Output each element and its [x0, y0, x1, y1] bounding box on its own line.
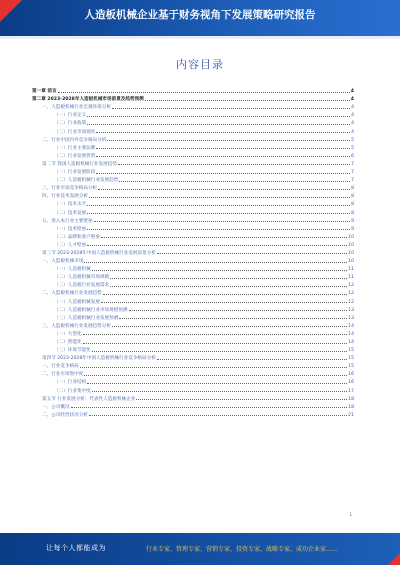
- toc-entry-page: 12: [348, 299, 354, 305]
- toc-leader-dots: [145, 99, 350, 101]
- toc-entry-page: 15: [348, 348, 354, 354]
- toc-entry[interactable]: [32, 272, 354, 280]
- toc-leader-dots: [83, 342, 348, 344]
- toc-entry-text: 第一章 前言: [32, 89, 57, 95]
- toc-leader-dots: [87, 244, 347, 246]
- toc-entry[interactable]: [32, 402, 354, 410]
- toc-entry-page: 9: [351, 218, 354, 224]
- toc-entry-text: 三、行业市场竞争格局分析: [42, 186, 98, 192]
- toc-leader-dots: [83, 333, 348, 335]
- toc-leader-dots: [87, 382, 347, 384]
- toc-entry[interactable]: [32, 288, 354, 296]
- table-of-contents: [32, 86, 354, 418]
- toc-entry-page: 4: [351, 105, 354, 111]
- toc-entry[interactable]: [32, 143, 354, 151]
- toc-entry[interactable]: [32, 175, 354, 183]
- toc-entry[interactable]: [32, 159, 354, 167]
- toc-entry-text: （一）行业主要品牌: [54, 145, 96, 151]
- toc-entry-text: （一）行业发展阶段: [54, 170, 96, 176]
- toc-leader-dots: [58, 91, 350, 93]
- toc-leader-dots: [84, 261, 347, 263]
- toc-leader-dots: [110, 285, 347, 287]
- toc-entry-page: 4: [351, 121, 354, 127]
- header-divider: [0, 36, 400, 39]
- toc-entry[interactable]: [32, 183, 354, 191]
- toc-entry[interactable]: [32, 329, 354, 337]
- toc-entry[interactable]: [32, 385, 354, 393]
- toc-leader-dots: [92, 269, 347, 271]
- toc-entry[interactable]: [32, 337, 354, 345]
- toc-entry[interactable]: [32, 110, 354, 118]
- toc-entry-text: （二）行业政策: [54, 121, 87, 127]
- page-number: 1: [349, 512, 352, 517]
- toc-entry-page: 15: [348, 364, 354, 370]
- toc-entry-text: （一）技术水平: [54, 202, 87, 208]
- toc-leader-dots: [87, 123, 350, 125]
- toc-entry-text: （三）人造板机械行业发展预测: [54, 315, 119, 321]
- toc-leader-dots: [92, 390, 347, 392]
- toc-leader-dots: [96, 147, 350, 149]
- footer-roles: 行业专家、管理专家、营销专家、投资专家、战略专家、成功企业家……: [146, 546, 339, 553]
- toc-entry-text: （二）智能化: [54, 340, 82, 345]
- toc-entry[interactable]: [32, 191, 354, 199]
- toc-entry-text: 第二章 2023-2028年人造板机械市场前景及趋势预测: [32, 97, 144, 103]
- toc-entry[interactable]: [32, 118, 354, 126]
- toc-entry[interactable]: [32, 86, 354, 94]
- toc-entry-page: 10: [348, 250, 354, 256]
- toc-leader-dots: [80, 366, 347, 368]
- corner-decoration: [388, 553, 400, 565]
- toc-entry-page: 21: [348, 412, 354, 418]
- toc-entry-text: （三）环保节能化: [54, 348, 91, 354]
- toc-entry-text: （二）人造板机械市场规模: [54, 275, 110, 281]
- toc-entry-text: （二）行业发展优势: [54, 153, 96, 159]
- toc-entry-text: （二）技术发展: [54, 210, 87, 216]
- toc-entry[interactable]: [32, 256, 354, 264]
- toc-entry-text: （二）人造板机械行业市场规模预测: [54, 307, 128, 313]
- toc-entry[interactable]: [32, 224, 354, 232]
- toc-entry[interactable]: [32, 151, 354, 159]
- toc-leader-dots: [110, 277, 347, 279]
- toc-leader-dots: [112, 107, 350, 109]
- toc-entry-page: 10: [348, 259, 354, 265]
- toc-entry-page: 6: [351, 153, 354, 159]
- toc-entry-text: 一、人造板机械行业宏观环境分析: [42, 105, 111, 111]
- toc-entry-text: （一）大型化: [54, 331, 82, 337]
- toc-leader-dots: [119, 317, 347, 319]
- toc-entry[interactable]: [32, 394, 354, 402]
- toc-entry-text: （二）品牌和客户壁垒: [54, 234, 100, 240]
- toc-entry-text: 二、行业中国内外竞争格局分析: [42, 137, 107, 143]
- toc-entry-page: 4: [351, 113, 354, 119]
- toc-leader-dots: [96, 155, 350, 157]
- toc-entry-text: （一）行业结构: [54, 380, 87, 386]
- toc-entry-page: 17: [348, 388, 354, 394]
- toc-entry-text: （三）人造板行业发展需求: [54, 283, 110, 289]
- toc-entry-page: 18: [348, 404, 354, 410]
- toc-entry-text: 五、进入本行业主要壁垒: [42, 218, 93, 224]
- toc-entry[interactable]: [32, 264, 354, 272]
- toc-leader-dots: [96, 131, 350, 133]
- toc-entry-page: 12: [348, 283, 354, 289]
- toc-leader-dots: [98, 188, 350, 190]
- toc-leader-dots: [89, 414, 347, 416]
- toc-entry[interactable]: [32, 296, 354, 304]
- toc-entry-page: 18: [348, 396, 354, 402]
- toc-entry-text: （二）人造板机械行业发展趋势: [54, 178, 119, 184]
- header-banner: [0, 0, 400, 36]
- toc-entry-page: 11: [348, 275, 354, 281]
- toc-entry-text: （一）人造板机械发展: [54, 299, 100, 305]
- toc-entry-text: 三、人造板机械行业发展趋势分析: [42, 323, 111, 329]
- toc-entry-text: （二）行业集中度: [54, 388, 91, 394]
- toc-entry-page: 12: [348, 291, 354, 297]
- toc-leader-dots: [71, 406, 348, 408]
- toc-entry-page: 14: [348, 340, 354, 345]
- toc-entry-text: 一、人造板机械市场: [42, 259, 84, 265]
- toc-entry[interactable]: [32, 410, 354, 418]
- toc-entry[interactable]: [32, 207, 354, 215]
- toc-entry-page: 7: [351, 161, 354, 167]
- toc-entry-page: 4: [350, 89, 354, 95]
- toc-leader-dots: [84, 374, 347, 376]
- toc-leader-dots: [87, 204, 350, 206]
- toc-entry[interactable]: [32, 353, 354, 361]
- toc-entry-text: 第三节 2023-2028年中国人造板机械行业发展前景分析: [42, 250, 156, 256]
- toc-leader-dots: [92, 350, 347, 352]
- toc-entry[interactable]: [32, 345, 354, 353]
- toc-entry[interactable]: [32, 199, 354, 207]
- footer-banner: [0, 533, 400, 565]
- toc-entry-text: 二、行业市场集中度: [42, 372, 84, 378]
- toc-leader-dots: [136, 398, 347, 400]
- toc-leader-dots: [129, 309, 348, 311]
- toc-entry[interactable]: [32, 167, 354, 175]
- toc-entry[interactable]: [32, 102, 354, 110]
- toc-entry[interactable]: [32, 377, 354, 385]
- toc-leader-dots: [157, 358, 347, 360]
- toc-entry-text: 一、公司概况: [42, 404, 70, 410]
- toc-entry-text: 第五节 行业发展分析：代表性人造板机械企业: [42, 396, 136, 402]
- toc-entry[interactable]: [32, 361, 354, 369]
- toc-entry[interactable]: [32, 313, 354, 321]
- toc-entry-page: 14: [348, 323, 354, 329]
- toc-entry-text: 二、人造板机械行业发展趋势: [42, 291, 102, 297]
- toc-entry-text: 一、行业竞争格局: [42, 364, 79, 370]
- toc-entry-page: 14: [348, 331, 354, 337]
- report-title: 人造板机械企业基于财务视角下发展策略研究报告: [84, 9, 316, 21]
- corner-decoration: [0, 0, 22, 22]
- toc-entry-page: 5: [351, 137, 354, 143]
- toc-entry[interactable]: [32, 240, 354, 248]
- toc-entry-page: 10: [348, 242, 354, 248]
- toc-title: 内容目录: [176, 58, 224, 71]
- toc-leader-dots: [112, 325, 347, 327]
- toc-entry-text: （一）技术壁垒: [54, 226, 87, 232]
- toc-leader-dots: [119, 180, 350, 182]
- toc-entry-page: 5: [351, 145, 354, 151]
- toc-entry-page: 16: [348, 372, 354, 378]
- toc-entry-page: 16: [348, 380, 354, 386]
- footer-slogan: 让每个人都能成为: [46, 544, 106, 552]
- toc-entry[interactable]: [32, 94, 354, 102]
- toc-entry[interactable]: [32, 280, 354, 288]
- toc-entry[interactable]: [32, 135, 354, 143]
- toc-leader-dots: [87, 115, 350, 117]
- toc-entry-text: 第四节 2023-2028年中国人造板机械行业竞争格局分析: [42, 356, 156, 362]
- toc-entry-page: 11: [348, 267, 354, 273]
- toc-entry[interactable]: [32, 321, 354, 329]
- toc-leader-dots: [157, 252, 347, 254]
- toc-leader-dots: [118, 163, 350, 165]
- toc-entry-page: 13: [348, 315, 354, 321]
- toc-leader-dots: [87, 228, 350, 230]
- toc-leader-dots: [94, 220, 351, 222]
- toc-entry-text: （一）人造板机械: [54, 267, 91, 273]
- toc-entry-text: 二、公司经营状况分析: [42, 412, 88, 418]
- toc-entry[interactable]: [32, 216, 354, 224]
- toc-entry-page: 9: [351, 226, 354, 232]
- toc-entry-page: 7: [351, 170, 354, 176]
- toc-entry-page: 7: [351, 178, 354, 184]
- toc-entry-page: 8: [351, 186, 354, 192]
- toc-leader-dots: [89, 196, 350, 198]
- toc-entry-page: 15: [348, 356, 354, 362]
- toc-entry-page: 4: [351, 129, 354, 135]
- toc-entry-page: 4: [350, 97, 354, 103]
- toc-entry[interactable]: [32, 369, 354, 377]
- toc-entry[interactable]: [32, 126, 354, 134]
- toc-entry-page: 13: [348, 307, 354, 313]
- toc-entry-text: 第二节 我国人造板机械行业发展趋势: [42, 161, 117, 167]
- toc-entry[interactable]: [32, 248, 354, 256]
- toc-entry-text: （三）人才壁垒: [54, 242, 87, 248]
- toc-entry[interactable]: [32, 232, 354, 240]
- toc-leader-dots: [101, 236, 347, 238]
- toc-leader-dots: [107, 139, 350, 141]
- toc-entry-page: 8: [351, 202, 354, 208]
- toc-entry-page: 8: [351, 194, 354, 200]
- toc-leader-dots: [87, 212, 350, 214]
- toc-entry[interactable]: [32, 305, 354, 313]
- toc-entry-text: （三）行业市场现状: [54, 129, 96, 135]
- toc-entry-text: 四、行业技术发展分析: [42, 194, 88, 200]
- toc-leader-dots: [101, 301, 347, 303]
- toc-entry-page: 8: [351, 210, 354, 216]
- toc-leader-dots: [96, 172, 350, 174]
- toc-leader-dots: [103, 293, 347, 295]
- toc-entry-text: （一）行业定义: [54, 113, 87, 119]
- toc-entry-page: 10: [348, 234, 354, 240]
